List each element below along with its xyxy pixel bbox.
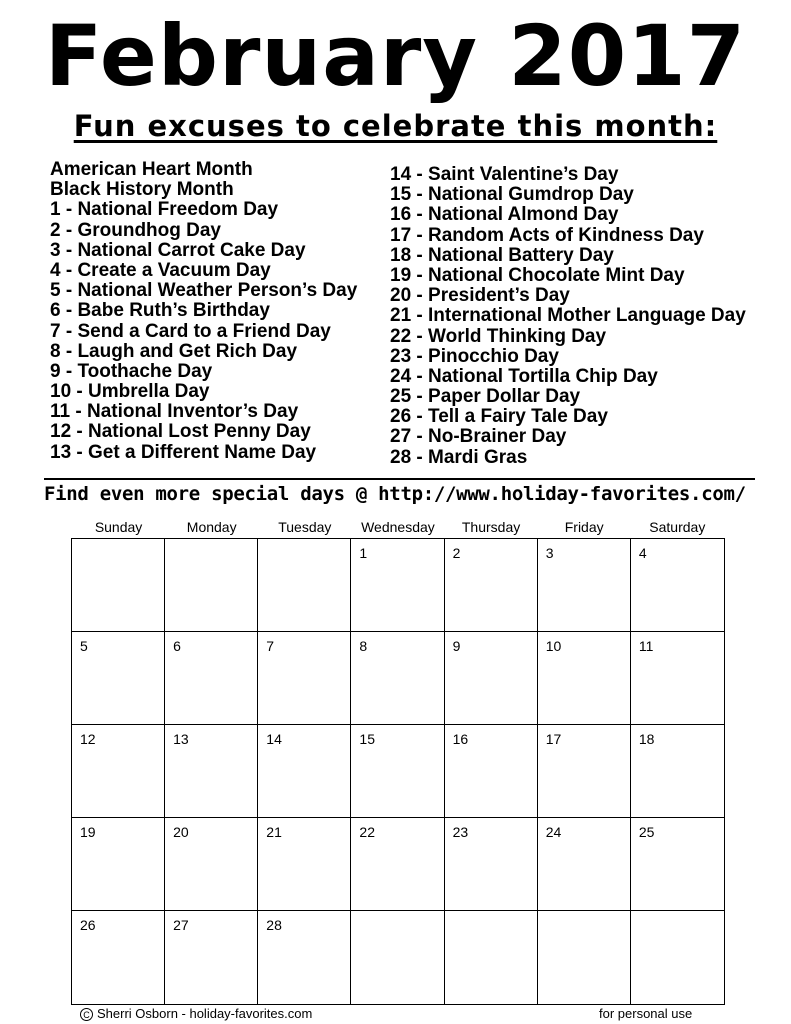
- weekday-sunday: Sunday: [94, 519, 143, 535]
- find-more-link[interactable]: Find even more special days @ http://www.holiday-favorites.com/: [44, 483, 746, 505]
- day-number: 10: [545, 638, 562, 654]
- observance-item: 22 - World Thinking Day: [390, 325, 607, 347]
- divider: [44, 478, 755, 480]
- calendar-grid: [71, 538, 725, 1005]
- copyright-icon: C: [80, 1008, 93, 1021]
- observance-item: 27 - No-Brainer Day: [390, 426, 567, 448]
- observance-item: 25 - Paper Dollar Day: [390, 386, 581, 408]
- day-number: 17: [545, 731, 562, 747]
- day-number: 16: [452, 731, 469, 747]
- observance-item: 5 - National Weather Person’s Day: [50, 280, 358, 302]
- calendar-cell: [258, 539, 351, 632]
- day-number: 7: [266, 638, 275, 654]
- observance-item: 19 - National Chocolate Mint Day: [390, 264, 685, 286]
- observance-item: 2 - Groundhog Day: [50, 219, 221, 241]
- footer-credit: [80, 1004, 312, 1024]
- calendar-cell: [351, 911, 444, 1004]
- page-title: February 2017: [44, 7, 747, 105]
- observance-item: 4 - Create a Vacuum Day: [50, 259, 271, 281]
- day-number: 4: [638, 545, 647, 561]
- calendar-cell: [72, 818, 165, 911]
- day-number: 14: [266, 731, 282, 747]
- calendar-cell: [351, 725, 444, 818]
- weekday-saturday: Saturday: [649, 519, 706, 535]
- weekday-monday: Monday: [186, 519, 237, 535]
- day-number: 2: [452, 545, 461, 561]
- day-number: 5: [80, 638, 88, 654]
- calendar-cell: [445, 911, 538, 1004]
- calendar-cell: [258, 911, 351, 1004]
- calendar-cell: [165, 911, 258, 1004]
- observance-item: 14 - Saint Valentine’s Day: [390, 164, 619, 185]
- observance-item: 10 - Umbrella Day: [50, 381, 210, 403]
- calendar-cell: [631, 911, 724, 1004]
- day-number: 23: [452, 824, 469, 840]
- calendar-cell: [445, 539, 538, 632]
- observance-list-left: [50, 160, 357, 463]
- calendar-cell: [165, 632, 258, 725]
- weekday-header: [72, 517, 724, 537]
- calendar-cell: [631, 818, 724, 911]
- observance-item: 6 - Babe Ruth’s Birthday: [50, 300, 270, 322]
- footer-usage: for personal use: [599, 1006, 693, 1021]
- observance-item: 1 - National Freedom Day: [50, 199, 279, 221]
- calendar-cell: [351, 818, 444, 911]
- credit-text: Sherri Osborn - holiday-favorites.com: [97, 1006, 313, 1021]
- day-number: 20: [173, 824, 189, 840]
- day-number: 11: [638, 638, 654, 654]
- day-number: 28: [266, 917, 282, 933]
- observance-item: 16 - National Almond Day: [390, 204, 619, 226]
- calendar-cell: [445, 632, 538, 725]
- calendar-cell: [165, 818, 258, 911]
- day-number: 18: [638, 731, 655, 747]
- calendar-cell: [351, 539, 444, 632]
- day-number: 6: [173, 638, 181, 654]
- calendar-cell: [631, 632, 724, 725]
- subtitle-text: Fun excuses to celebrate this month:: [73, 109, 718, 143]
- calendar-cell: [72, 725, 165, 818]
- observance-item: 24 - National Tortilla Chip Day: [390, 365, 658, 387]
- day-number: 21: [266, 824, 282, 840]
- calendar-cell: [538, 911, 631, 1004]
- day-number: 12: [80, 731, 96, 747]
- calendar-cell: [445, 725, 538, 818]
- observance-item: 18 - National Battery Day: [390, 244, 614, 266]
- weekday-thursday: Thursday: [461, 519, 521, 535]
- weekday-tuesday: Tuesday: [278, 519, 332, 535]
- calendar-cell: [258, 818, 351, 911]
- observance-item: American Heart Month: [50, 159, 253, 180]
- calendar-cell: [258, 632, 351, 725]
- observance-item: 9 - Toothache Day: [50, 360, 213, 382]
- observance-item: 17 - Random Acts of Kindness Day: [390, 224, 704, 246]
- day-number: 1: [359, 545, 368, 561]
- calendar-cell: [538, 725, 631, 818]
- calendar-cell: [445, 818, 538, 911]
- observance-item: 26 - Tell a Fairy Tale Day: [390, 406, 608, 428]
- day-number: 19: [80, 824, 96, 840]
- day-number: 27: [173, 917, 189, 933]
- observance-item: 20 - President’s Day: [390, 285, 570, 307]
- observance-item: 15 - National Gumdrop Day: [390, 184, 634, 206]
- weekday-friday: Friday: [564, 519, 604, 535]
- calendar-cell: [72, 632, 165, 725]
- day-number: 26: [80, 917, 96, 933]
- observance-item: 21 - International Mother Language Day: [390, 305, 746, 327]
- observance-list-right: [390, 165, 746, 468]
- observance-item: 28 - Mardi Gras: [390, 446, 528, 468]
- calendar-cell: [165, 539, 258, 632]
- day-number: 25: [638, 824, 655, 840]
- calendar-cell: [165, 725, 258, 818]
- calendar-cell: [631, 539, 724, 632]
- weekday-wednesday: Wednesday: [361, 519, 435, 535]
- day-number: 9: [452, 638, 461, 654]
- observance-item: 8 - Laugh and Get Rich Day: [50, 340, 298, 362]
- subtitle: [0, 108, 791, 144]
- calendar-cell: [72, 911, 165, 1004]
- observance-item: 12 - National Lost Penny Day: [50, 421, 311, 443]
- observance-item: 3 - National Carrot Cake Day: [50, 239, 306, 261]
- calendar-cell: [631, 725, 724, 818]
- observance-item: 13 - Get a Different Name Day: [50, 441, 317, 463]
- day-number: 22: [359, 824, 375, 840]
- observance-item: 23 - Pinocchio Day: [390, 345, 559, 367]
- calendar-cell: [538, 539, 631, 632]
- calendar-cell: [351, 632, 444, 725]
- day-number: 13: [173, 731, 189, 747]
- calendar-cell: [538, 818, 631, 911]
- day-number: 8: [359, 638, 368, 654]
- observance-item: 7 - Send a Card to a Friend Day: [50, 320, 331, 342]
- day-number: 15: [359, 731, 375, 747]
- calendar-cell: [258, 725, 351, 818]
- calendar-cell: [538, 632, 631, 725]
- observance-item: 11 - National Inventor’s Day: [50, 401, 299, 423]
- observance-item: Black History Month: [50, 179, 234, 201]
- day-number: 3: [545, 545, 554, 561]
- calendar-cell: [72, 539, 165, 632]
- day-number: 24: [545, 824, 562, 840]
